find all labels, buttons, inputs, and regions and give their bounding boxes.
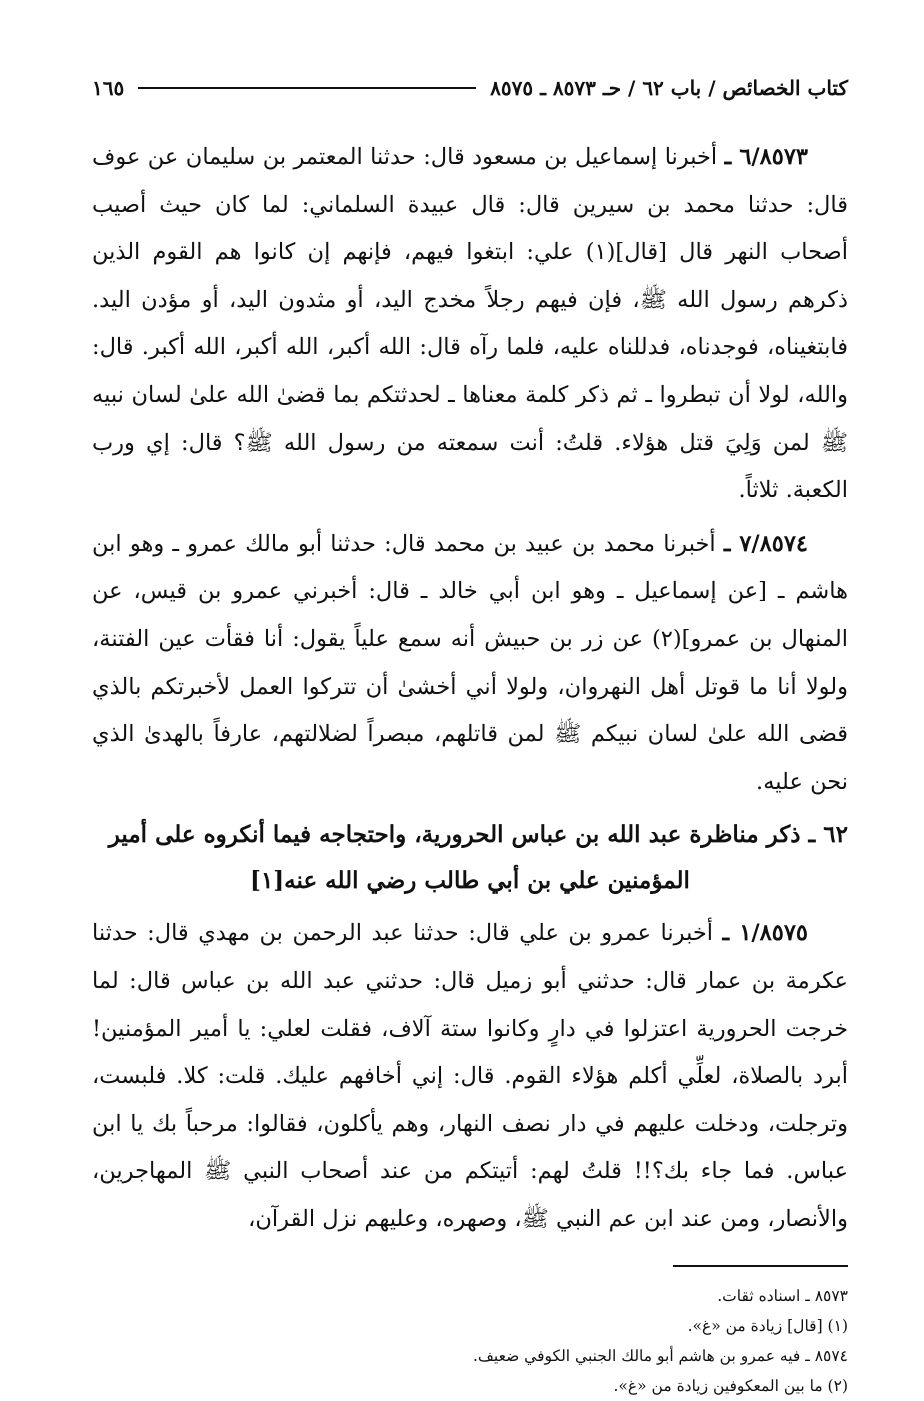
running-title: كتاب الخصائص / باب ٦٢ / حـ ٨٥٧٣ ـ ٨٥٧٥ (490, 76, 848, 100)
footnote-separator (673, 1265, 848, 1267)
footnote: ٨٥٧٣ ـ اسناده ثقات. (717, 1287, 848, 1306)
footnote: ٨٥٧٤ ـ فيه عمرو بن هاشم أبو مالك الجنبي الكوفي ضعيف. (472, 1347, 848, 1366)
header-rule (138, 87, 476, 89)
hadith-number: ١/٨٥٧٥ ـ (722, 920, 808, 947)
footnotes (92, 1281, 848, 1401)
page-body (92, 134, 848, 1243)
chapter-heading-line-2: المؤمنين علي بن أبي طالب رضي الله عنه[١] (250, 867, 690, 895)
hadith-8574 (92, 521, 848, 807)
hadith-number: ٦/٨٥٧٣ ـ (724, 144, 808, 170)
page-header (92, 70, 848, 106)
chapter-heading-line-1: ٦٢ ـ ذكر مناظرة عبد الله بن عباس الحرورية، واحتجاجه فيما أنكروه على أمير (108, 821, 848, 849)
footnote: (٢) ما بين المعكوفين زيادة من «غ». (613, 1377, 848, 1396)
chapter-heading-62 (92, 812, 848, 904)
hadith-text: أخبرنا عمرو بن علي قال: حدثنا عبد الرحمن بن مهدي قال: حدثنا عكرمة بن عمار قال: حدثني أبو زميل قال: حدثني عبد الله بن عباس قال: لما خرجت الحرورية اعتزلوا في دارٍ وكانوا ستة آلاف، فقلت لعلي: يا أمير المؤمنين! أبرد بالصلاة، لعلِّي أكلم هؤلاء القوم. قال: إني أخافهم عليك. قلت: كلا. فلبست، وترجلت، ودخلت عليهم في دار نصف النهار، وهم يأكلون، فقالوا: مرحباً بك يا ابن عباس. فما جاء بك؟!! قلتُ لهم: أتيتكم من عند أصحاب النبي ﷺ المهاجرين، والأنصار، ومن عند ابن عم النبي ﷺ، وصهره، وعليهم نزل القرآن، (92, 920, 848, 1232)
footnote: (١) [قال] زيادة من «غ». (687, 1317, 848, 1336)
hadith-number: ٧/٨٥٧٤ ـ (723, 530, 808, 557)
hadith-8573 (92, 134, 848, 515)
hadith-text: أخبرنا إسماعيل بن مسعود قال: حدثنا المعتمر بن سليمان عن عوف قال: حدثنا محمد بن سيرين قال: قال عبيدة السلماني: لما كان حيث أصيب أصحاب النهر قال [قال](١) علي: ابتغوا فيهم، فإنهم إن كانوا هم القوم الذين ذكرهم رسول الله ﷺ، فإن فيهم رجلاً مخدج اليد، أو مثدون اليد، أو مؤدن اليد. فابتغيناه، فوجدناه، فدللناه عليه، فلما رآه قال: الله أكبر، الله أكبر، الله أكبر. قال: والله، لولا أن تبطروا ـ ثم ذكر كلمة معناها ـ لحدثتكم بما قضىٰ الله علىٰ لسان نبيه ﷺ لمن وَلِيَ قتل هؤلاء. قلتُ: أنت سمعته من رسول الله ﷺ؟ قال: إي ورب الكعبة. ثلاثاً. (92, 144, 848, 504)
page-number: ١٦٥ (92, 76, 125, 100)
hadith-text: أخبرنا محمد بن عبيد بن محمد قال: حدثنا أبو مالك عمرو ـ وهو ابن هاشم ـ [عن إسماعيل ـ وهو ابن أبي خالد ـ قال: أخبرني عمرو بن قيس، عن المنهال بن عمرو](٢) عن زر بن حبيش أنه سمع علياً يقول: أنا فقأت عين الفتنة، ولولا أنا ما قوتل أهل النهروان، ولولا أني أخشىٰ أن تتركوا العمل لأخبرتكم بالذي قضى الله علىٰ لسان نبيكم ﷺ لمن قاتلهم، مبصراً لضلالتهم، عارفاً بالهدىٰ الذي نحن عليه. (92, 530, 848, 795)
hadith-8575 (92, 910, 848, 1243)
